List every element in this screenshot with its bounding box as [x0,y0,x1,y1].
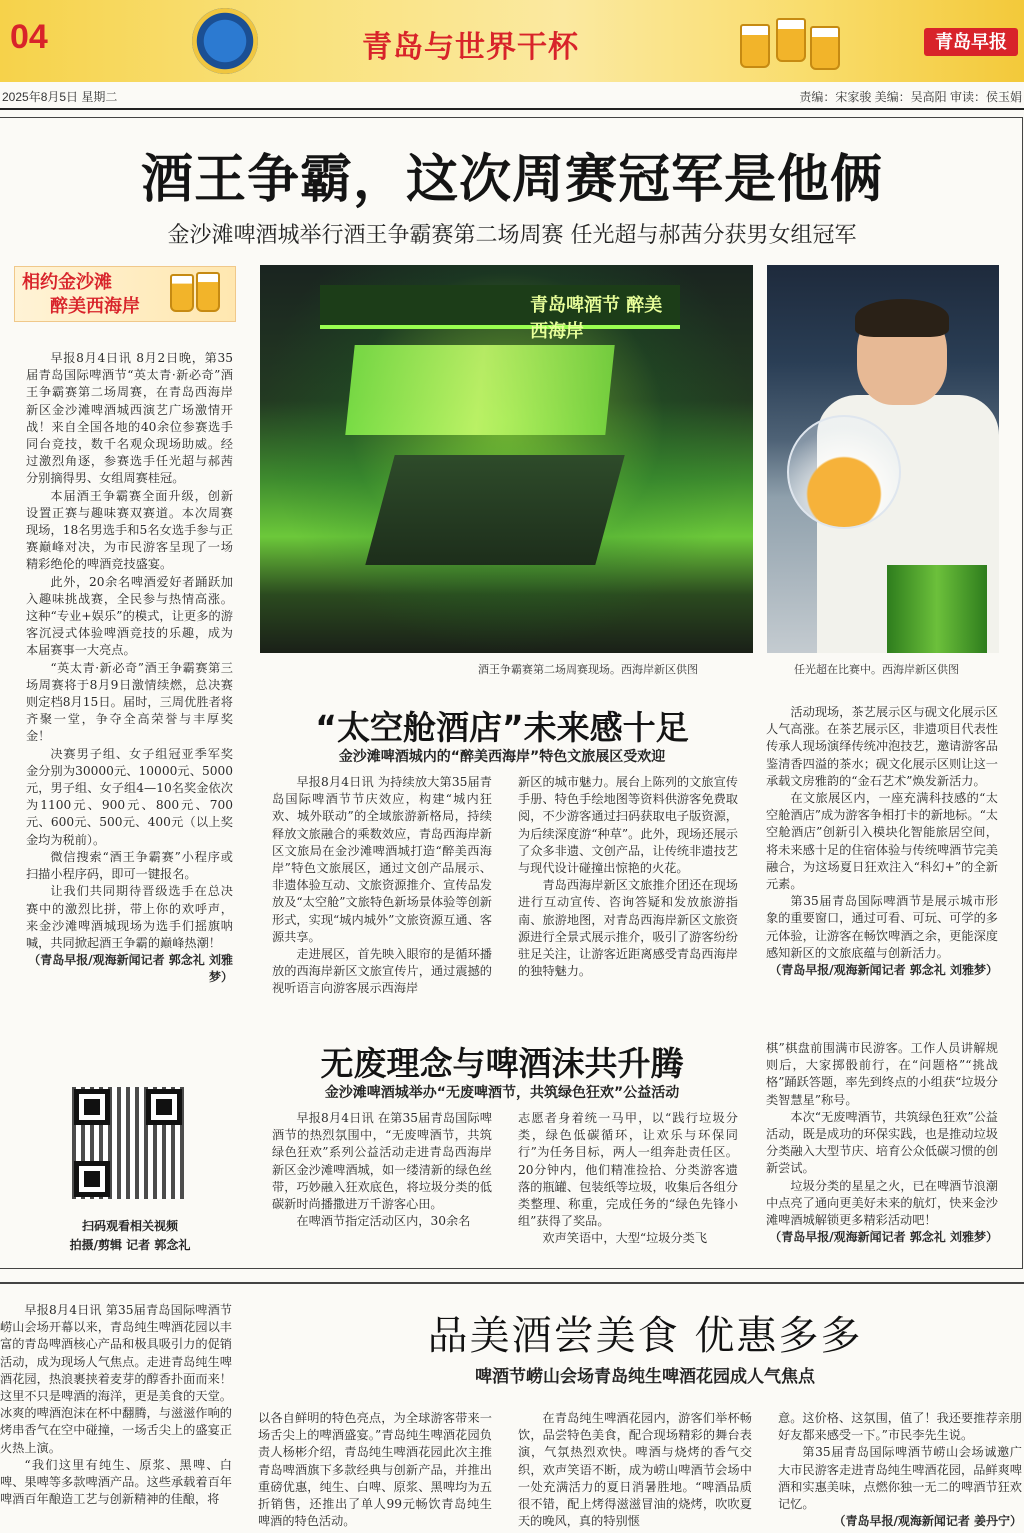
main-paragraph: 让我们共同期待晋级选手在总决赛中的激烈比拼，带上你的欢呼声，来金沙滩啤酒城现场为选手们摇旗呐喊，共同掀起酒王争霸的巅峰热潮！ [26,884,233,950]
page-number: 04 [10,18,48,56]
article4-paragraph: 早报8月4日讯 第35届青岛国际啤酒节崂山会场开幕以来，青岛纯生啤酒花园以丰富的青岛啤酒核心产品和极具吸引力的促销活动，成为现场人气焦点。走进青岛纯生啤酒花园，热浪裹挟着麦芽的醇香扑面而来！这里不只是啤酒的海洋，更是美食的天堂。冰爽的啤酒泡沫在杯中翻腾，与滋滋作响的烤串香气在空中碰撞，一场舌尖上的盛宴正火热上演。 [0,1303,232,1455]
beer-festival-emblem-icon [192,8,258,74]
editor-credits: 责编：宋家骏 美编：吴高阳 审读：侯玉娟 [799,90,1022,104]
article4-paragraph: 在青岛纯生啤酒花园内，游客们举杯畅饮，品尝特色美食，配合现场精彩的舞台表演，气氛热烈欢快。啤酒与烧烤的香气交织，欢声笑语不断，成为崂山啤酒节会场中一处充满活力的夏日消暑胜地。“啤酒品质很不错，配上烤得滋滋冒油的烧烤，吹吹夏天的晚风，真的特别惬 [518,1411,752,1529]
qr-finder-icon [146,1089,182,1125]
promo-line-1: 相约金沙滩 [22,272,112,293]
stage-banner-text: 青岛啤酒节 醉美西海岸 [530,295,663,342]
main-article-body [26,350,233,987]
stage-screen [345,345,614,435]
beer-mug-icon [787,415,901,529]
article2-title: “太空舱酒店”未来感十足 [315,708,689,747]
main-paragraph: 早报8月4日讯 8月2日晚，第35届青岛国际啤酒节“英太青·新必奇”酒王争霸赛第二场周赛，在青岛西海岸新区金沙滩啤酒城西演艺广场激情开战！来自全国各地的40余位参赛选手同台竞技，数千名观众现场助威。经过激烈角逐，参赛选手任光超与郝茜分别摘得男、女组周赛桂冠。 [26,351,233,486]
beer-glasses-icon [740,14,840,74]
stage-photo [260,265,753,653]
qr-credit: 拍摄/剪辑 记者 郭念礼 [69,1238,191,1252]
photo1-caption: 酒王争霸赛第二场周赛现场。西海岸新区供图 [478,663,698,676]
article4-title: 品美酒尝美食 优惠多多 [427,1313,863,1359]
article3-paragraph: 在啤酒节指定活动区内，30余名 [296,1214,471,1229]
main-paragraph: 此外，20余名啤酒爱好者踊跃加入趣味挑战赛，全民参与热情高涨。这种“专业+娱乐”的模式，让更多的游客沉浸式体验啤酒竞技的乐趣，成为本届赛事一大亮点。 [26,574,233,658]
article3-paragraph: 本次“无废啤酒节，共筑绿色狂欢”公益活动，既是成功的环保实践，也是推动垃圾分类融入大型节庆、培育公众低碳习惯的创新尝试。 [766,1109,998,1176]
article3-col3 [766,1040,998,1246]
article2-byline: （青岛早报/观海新闻记者 郭念礼 刘雅梦） [769,963,998,978]
article4-byline: （青岛早报/观海新闻记者 姜丹宁） [833,1514,1022,1529]
article2-paragraph: 第35届青岛国际啤酒节是展示城市形象的重要窗口，通过可看、可玩、可学的多元体验，让游客在畅饮啤酒之余，更能深度感知新区的文旅底蕴与创新活力。 [766,894,998,960]
article2-subtitle: 金沙滩啤酒城内的“醉美西海岸”特色文旅展区受欢迎 [338,749,666,765]
article2-paragraph: 早报8月4日讯 为持续放大第35届青岛国际啤酒节节庆效应，构建“城内狂欢、城外联动”的全域旅游新格局，持续释放文旅融合的乘数效应，青岛西海岸新区文旅局在金沙滩啤酒城打造“醉美西海岸”特色文旅展区，通过文创产品展示、非遗体验互动、文旅资源推介、宣传品发放及“太空舱”文旅特色新场景体验等创新形式，实现“城内城外”文旅资源互通、客源共享。 [272,775,492,944]
article3-col1 [272,1110,492,1230]
contestant-hair [855,299,949,337]
article2-col3 [766,704,998,979]
article2-col2 [518,774,738,980]
article2-paragraph: 走进展区，首先映入眼帘的是循环播放的西海岸新区文旅宣传片，通过震撼的视听语言向游客展示西海岸 [272,947,492,996]
main-paragraph: 决赛男子组、女子组冠亚季军奖金分别为30000元、10000元、5000元，男子组、女子组4—10名奖金依次为1100元、900元、800元、700元、600元、500元、400元（以上奖金均为税前）。 [26,746,233,847]
article2-paragraph: 新区的城市魅力。展台上陈列的文旅宣传手册、特色手绘地图等资料供游客免费取阅，不少游客通过扫码获取电子版资源，为后续深度游“种草”。此外，现场还展示了众多非遗、文创产品，让传统非遗技艺与现代设计碰撞出惊艳的火花。 [518,775,738,876]
article4-subtitle: 啤酒节崂山会场青岛纯生啤酒花园成人气焦点 [475,1367,815,1387]
qr-code[interactable] [72,1087,184,1199]
article3-paragraph: 棋”棋盘前围满市民游客。工作人员讲解规则后，大家掷骰前行，在“问题格”“挑战格”踊跃答题，率先到终点的小组获“垃圾分类智慧星”称号。 [766,1041,998,1107]
article4-paragraph: 第35届青岛国际啤酒节崂山会场诚邀广大市民游客走进青岛纯生啤酒花园，品鲜爽啤酒和实惠美味，点燃你独一无二的啤酒节狂欢记忆。 [778,1445,1022,1512]
article4-col2 [258,1410,492,1530]
qr-finder-icon [74,1161,110,1197]
article3-paragraph: 欢声笑语中，大型“垃圾分类飞 [542,1231,708,1246]
brand-logo: 青岛早报 [924,28,1018,56]
main-paragraph: “英太青·新必奇”酒王争霸赛第三场周赛将于8月9日激情续燃，总决赛则定档8月15日。届时，三周优胜者将齐聚一堂，争夺全高荣誉与丰厚奖金！ [26,660,233,744]
main-paragraph: 本届酒王争霸赛全面升级，创新设置正赛与趣味赛双赛道。本次周赛现场，18名男选手和5名女选手参与正赛巅峰对决，为市民游客呈现了一场精彩绝伦的啤酒竞技盛宴。 [26,488,233,572]
article2-paragraph: 在文旅展区内，一座充满科技感的“太空舱酒店”成为游客争相打卡的新地标。“太空舱酒店”创新引入模块化智能旅居空间，将未来感十足的住宿体验与传统啤酒节完美融合，为这场夏日狂欢注入“科幻+”的全新元素。 [766,791,998,892]
promo-beer-icon [170,272,230,316]
article4-col4 [778,1410,1022,1530]
article2-paragraph: 青岛西海岸新区文旅推介团还在现场进行互动宣传、咨询答疑和发放旅游指南、旅游地图，对青岛西海岸新区文旅资源进行全景式展示推介，吸引了游客纷纷驻足关注，让游客近距离感受青岛西海岸的独特魅力。 [518,878,738,979]
article3-paragraph: 早报8月4日讯 在第35届青岛国际啤酒节的热烈氛围中，“无废啤酒节，共筑绿色狂欢”系列公益活动走进青岛西海岸新区金沙滩啤酒城，如一缕清新的绿色丝带，巧妙融入狂欢底色，将垃圾分类的低碳新时尚播撒进万千游客心田。 [272,1111,492,1212]
article3-title: 无废理念与啤酒沫共升腾 [320,1044,684,1083]
article4-paragraph: 意。这价格、这氛围，值了！我还要推荐亲朋好友都来感受一下。”市民李先生说。 [778,1411,1022,1443]
main-paragraph: 微信搜索“酒王争霸赛”小程序或扫描小程序码，即可一键报名。 [26,849,233,882]
promo-line-2: 醉美西海岸 [50,296,140,317]
article4-col3 [518,1410,752,1530]
contestant-photo [767,265,999,653]
article3-subtitle: 金沙滩啤酒城举办“无废啤酒节，共筑绿色狂欢”公益活动 [324,1085,680,1101]
article3-paragraph: 垃圾分类的星星之火，已在啤酒节浪潮中点亮了通向更美好未来的航灯，快来金沙滩啤酒城解锁更多精彩活动吧！ [766,1178,998,1228]
section-title: 青岛与世界干杯 [362,31,579,64]
article3-byline: （青岛早报/观海新闻记者 郭念礼 刘雅梦） [769,1230,998,1245]
photo2-caption: 任光超在比赛中。西海岸新区供图 [794,663,959,676]
article4-paragraph: 以各自鲜明的特色亮点，为全球游客带来一场舌尖上的啤酒盛宴。”青岛纯生啤酒花园负责人杨彬介绍，青岛纯生啤酒花园此次主推青岛啤酒旗下多款经典与创新产品，并推出重磅优惠，纯生、白啤、原浆、黑啤均为五折销售，还推出了单人99元畅饮青岛纯生啤酒的特色活动。 [258,1411,492,1529]
article4-paragraph: “我们这里有纯生、原浆、黑啤、白啤、果啤等多款啤酒产品。这些承载着百年啤酒百年酿造工艺与创新精神的佳酿，将 [0,1457,232,1507]
qr-finder-icon [74,1089,110,1125]
top-rule [0,108,1024,110]
article3-paragraph: 志愿者身着统一马甲，以“践行垃圾分类，绿色低碳循环，让欢乐与环保同行”为任务目标，两人一组奔赴责任区。20分钟内，他们精准捡拾、分类游客遗落的瓶罐、包装纸等垃圾，收集后各组分类整理、称重，完成任务的“绿色先锋小组”获得了奖品。 [518,1111,738,1229]
main-headline: 酒王争霸，这次周赛冠军是他俩 [140,150,883,210]
green-barrel [887,565,987,653]
stage-roof [320,285,680,342]
article2-col1 [272,774,492,998]
article3-col2 [518,1110,738,1248]
qr-caption: 扫码观看相关视频 [81,1219,178,1233]
stage-floor [365,455,624,565]
main-byline: （青岛早报/观海新闻记者 郭念礼 刘雅梦） [28,953,233,985]
article2-paragraph: 活动现场，茶艺展示区与砚文化展示区人气高涨。在茶艺展示区，非遗项目代表性传承人现场演绎传统冲泡技艺，邀请游客品鉴清香四溢的茶水；砚文化展示区则让这一承载文房雅韵的“金石艺术”焕发新活力。 [766,705,998,788]
article4-col1 [0,1302,232,1508]
issue-date: 2025年8月5日 星期二 [2,90,118,104]
main-subhead: 金沙滩啤酒城举行酒王争霸赛第二场周赛 任光超与郝茜分获男女组冠军 [167,223,857,248]
